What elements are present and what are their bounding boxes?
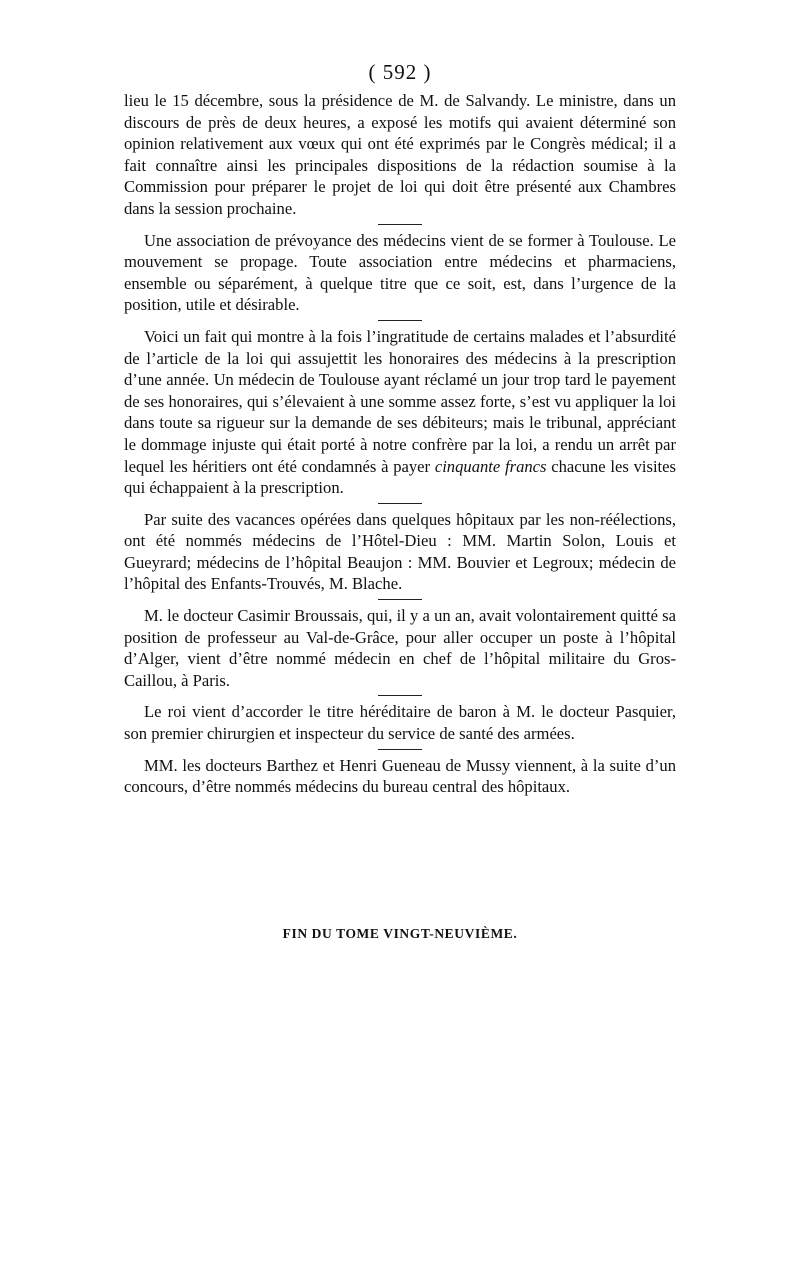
section-divider [378,749,422,750]
paragraph-broussais: M. le docteur Casimir Broussais, qui, il y a un an, avait volontairement quitté sa position de professeur au Val-de-Grâce, pour aller occuper un poste à l’hôpital d’Alger, vient d’être nommé médecin en chef de l’hôpital militaire du Gros-Caillou, à Paris. [124,606,676,690]
paragraph-toulouse-association: Une association de prévoyance des médecins vient de se former à Toulouse. Le mouvement se propage. Toute association entre médecins et pharmaciens, ensemble ou séparément, à quelque titre que ce soit, est, dans l’urgence de la position, utile et désirable. [124,230,676,315]
paragraph-hospital-appointments: Par suite des vacances opérées dans quelques hôpitaux par les non-réélections, ont été nommés médecins de l’Hôtel-Dieu : MM. Martin Solon, Louis et Gueyrard; médecins de l’hôpital Beaujon : MM. Bouvier et Legroux; médecin de l’hôpital des Enfants-Trouvés, M. Blache. [124,509,676,594]
paragraph-text-before: Voici un fait qui montre à la fois l’ingratitude de certains malades et l’absurdité de l’article de la loi qui assujettit les honoraires des médecins à la prescription d’une année. Un médecin de Toulouse ayant réclamé un jour trop tard le payement de ses honoraires, qui s’élevaient à une somme assez forte, s’est vu appliquer la loi dans toute sa rigueur sur la demande de ses débiteurs; mais le tribunal, appréciant le dommage injuste qui était porté à notre confrère par la loi, a rendu un arrêt par lequel les héritiers ont été condamnés à payer [124,326,676,476]
section-divider [378,599,422,600]
page-body [124,90,676,798]
paragraph-prescription-case [124,326,676,499]
page-number: ( 592 ) [368,60,432,84]
section-divider [378,503,422,504]
emphasis-text: cinquante francs [434,456,547,476]
paragraph-pasquier: Le roi vient d’accorder le titre héréditaire de baron à M. le docteur Pasquier, son premier chirurgien et inspecteur du service de santé des armées. [124,702,676,744]
section-divider [378,695,422,696]
paragraph-barthez-gueneau: MM. les docteurs Barthez et Henri Gueneau de Mussy viennent, à la suite d’un concours, d’être nommés médecins du bureau central des hôpitaux. [124,755,676,797]
paragraph-salvandy: lieu le 15 décembre, sous la présidence de M. de Salvandy. Le ministre, dans un discours de près de deux heures, a exposé les motifs qui avaient déterminé son opinion relativement aux vœux qui ont été exprimés par le Congrès médical; il a fait connaître ainsi les principales dispositions de la rédaction soumise à la Commission pour préparer le projet de loi qui doit être présenté aux Chambres dans la session prochaine. [124,91,676,218]
section-divider [378,320,422,321]
paragraph-text-after: chacune les visites qui échappaient à la prescription. [124,456,676,498]
closing-line: FIN DU TOME VINGT-NEUVIÈME. [282,926,518,941]
section-divider [378,224,422,225]
